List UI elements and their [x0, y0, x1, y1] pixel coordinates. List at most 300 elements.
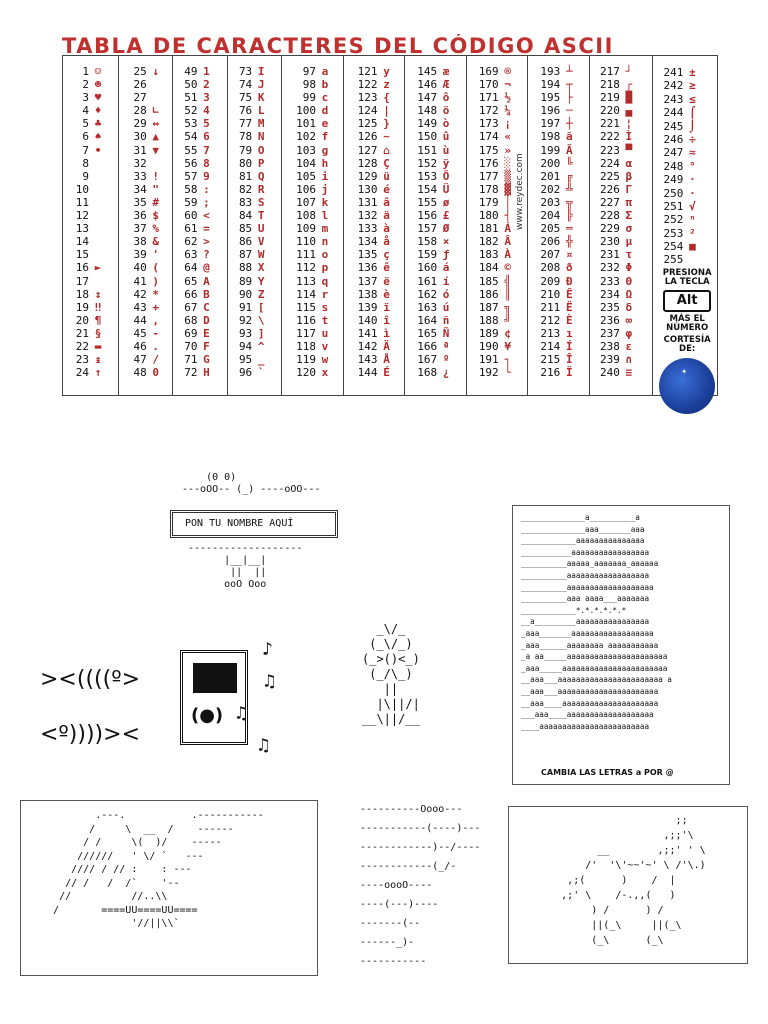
ascii-code: 146 — [417, 78, 438, 92]
ascii-glyph: K — [257, 91, 265, 105]
ascii-entry — [173, 170, 227, 183]
ascii-glyph: 7 — [203, 143, 210, 157]
ascii-entry — [590, 196, 653, 209]
ascii-entry — [63, 65, 118, 78]
ascii-glyph: F — [203, 339, 210, 353]
ascii-entry — [173, 104, 227, 117]
ascii-code: 15 — [75, 248, 89, 262]
ascii-glyph: ü — [383, 169, 390, 183]
ascii-entry — [228, 130, 281, 143]
ascii-code: 38 — [133, 235, 147, 249]
ascii-entry — [467, 314, 528, 327]
ascii-entry — [63, 288, 118, 301]
ascii-code: 41 — [133, 274, 147, 288]
ascii-entry — [63, 366, 118, 379]
ascii-glyph: β — [625, 169, 633, 183]
ascii-entry — [119, 301, 173, 314]
ascii-glyph: < — [203, 209, 210, 223]
ascii-glyph: ┌ — [625, 78, 633, 92]
ascii-glyph: j — [321, 182, 329, 196]
ascii-glyph: ≡ — [625, 366, 633, 380]
ascii-code: 70 — [184, 339, 198, 353]
ascii-entry — [63, 157, 118, 170]
ascii-code: 209 — [540, 274, 561, 288]
ascii-entry — [657, 200, 717, 213]
ascii-entry — [344, 275, 405, 288]
ascii-glyph: ☻ — [94, 78, 102, 92]
dashes-art: ----------Oooo--- -----------(----)--- ------------)--/---- ------------(_/- ----oooO---- ----(---)---- -------(-- ------_)- ----------- — [360, 804, 481, 967]
ascii-entry — [282, 65, 343, 78]
ascii-glyph: ↔ — [152, 117, 160, 131]
ascii-glyph: ∟ — [152, 104, 160, 118]
ascii-code: 74 — [238, 78, 253, 92]
ascii-entry — [590, 301, 653, 314]
ascii-glyph: ╠ — [565, 209, 573, 223]
ascii-glyph: x — [321, 366, 329, 380]
ascii-code: 52 — [184, 104, 198, 118]
ascii-entry — [282, 183, 343, 196]
ascii-entry — [528, 144, 589, 157]
ascii-entry — [119, 144, 173, 157]
ascii-code: 194 — [540, 78, 561, 92]
ascii-glyph: ô — [442, 91, 450, 105]
ascii-entry — [173, 301, 227, 314]
ascii-code: 61 — [184, 222, 198, 236]
ascii-entry — [228, 65, 281, 78]
ascii-glyph: Î — [565, 353, 573, 367]
ascii-entry — [657, 66, 717, 79]
ascii-entry — [119, 91, 173, 104]
ascii-code: 64 — [184, 261, 198, 275]
ascii-entry — [657, 227, 717, 240]
ascii-glyph: w — [321, 353, 329, 367]
ascii-entry — [467, 261, 528, 274]
ascii-code: 215 — [540, 353, 561, 367]
ascii-entry — [63, 353, 118, 366]
ascii-entry — [590, 78, 653, 91]
ascii-entry — [590, 157, 653, 170]
ascii-glyph: × — [442, 235, 450, 249]
ascii-glyph: C — [203, 300, 210, 314]
ascii-code: 73 — [238, 65, 253, 78]
ascii-glyph: Á — [504, 222, 511, 236]
ascii-glyph: ► — [94, 261, 102, 275]
ascii-entry — [405, 366, 466, 379]
ascii-code: 20 — [75, 313, 89, 327]
ascii-entry — [63, 170, 118, 183]
ascii-glyph: % — [152, 222, 160, 236]
ascii-code: 203 — [540, 195, 561, 209]
ascii-code: 179 — [478, 195, 499, 209]
ascii-entry — [282, 288, 343, 301]
ascii-code: 189 — [478, 326, 499, 340]
ascii-entry — [528, 157, 589, 170]
ascii-entry — [344, 366, 405, 379]
ascii-glyph: ° — [689, 159, 696, 173]
ascii-code: 114 — [296, 287, 316, 301]
ascii-glyph: ¶ — [94, 313, 102, 327]
ascii-glyph: ¬ — [504, 78, 511, 92]
ascii-entry — [657, 160, 717, 173]
ascii-code: 5 — [82, 117, 89, 131]
ascii-glyph: Ê — [565, 287, 573, 301]
ascii-code: 183 — [478, 248, 499, 262]
ascii-entry — [228, 91, 281, 104]
ascii-code: 47 — [133, 353, 147, 367]
ascii-entry — [590, 248, 653, 261]
ascii-entry — [119, 366, 173, 379]
ascii-entry — [173, 248, 227, 261]
ascii-glyph: π — [625, 195, 633, 209]
ascii-entry — [344, 261, 405, 274]
ascii-glyph: ¿ — [442, 366, 450, 380]
ascii-code: 214 — [540, 339, 561, 353]
ascii-code: 224 — [599, 156, 620, 170]
ascii-glyph: ┐ — [504, 353, 511, 367]
ascii-glyph: Z — [257, 287, 265, 301]
ascii-entry — [528, 209, 589, 222]
ascii-code: 173 — [478, 117, 499, 131]
ascii-entry — [344, 157, 405, 170]
ascii-glyph: ┼ — [565, 117, 573, 131]
ascii-code: 236 — [599, 313, 620, 327]
ascii-entry — [63, 340, 118, 353]
ascii-code: 217 — [599, 65, 620, 78]
music-note-icon: ♪ — [262, 639, 273, 660]
ascii-code: 156 — [417, 209, 438, 223]
ascii-entry — [528, 314, 589, 327]
ascii-entry — [228, 340, 281, 353]
ascii-code: 201 — [540, 169, 561, 183]
ascii-code: 90 — [238, 287, 253, 301]
ascii-entry — [282, 248, 343, 261]
ascii-glyph: X — [257, 261, 265, 275]
ascii-code: 133 — [357, 222, 378, 236]
ascii-code: 228 — [599, 209, 620, 223]
ascii-code: 12 — [75, 209, 89, 223]
ascii-code: 107 — [296, 195, 316, 209]
ascii-code: 165 — [417, 326, 438, 340]
ascii-entry — [590, 144, 653, 157]
ascii-glyph: ¦ — [625, 117, 633, 131]
ascii-entry — [282, 130, 343, 143]
ascii-glyph: ÿ — [442, 156, 450, 170]
ascii-glyph: δ — [625, 300, 633, 314]
ascii-code: 46 — [133, 339, 147, 353]
ascii-glyph: n — [321, 235, 329, 249]
ascii-entry — [228, 209, 281, 222]
ascii-code: 31 — [133, 143, 147, 157]
ascii-code: 118 — [296, 339, 316, 353]
ascii-entry — [467, 117, 528, 130]
ascii-glyph: ¢ — [504, 326, 511, 340]
ascii-entry — [405, 209, 466, 222]
ascii-code: 157 — [417, 222, 438, 236]
ascii-code: 244 — [663, 106, 684, 120]
music-note-icon: ♫ — [264, 671, 275, 692]
ascii-glyph: ╗ — [504, 300, 511, 314]
name-art-top: (0 0) ---oOO-- (_) ----oOO--- — [182, 472, 321, 495]
ascii-glyph: î — [383, 313, 390, 327]
alt-hint-bottom: MÁS EL NÚMERO — [666, 313, 709, 333]
ascii-entry — [173, 327, 227, 340]
ascii-entry — [590, 170, 653, 183]
ascii-glyph: ð — [565, 261, 573, 275]
ascii-code: 23 — [75, 353, 89, 367]
ascii-entry — [282, 209, 343, 222]
ascii-entry — [405, 327, 466, 340]
ascii-entry — [344, 170, 405, 183]
ascii-entry — [590, 353, 653, 366]
ascii-code: 92 — [238, 313, 253, 327]
ascii-entry — [119, 104, 173, 117]
ascii-entry — [405, 301, 466, 314]
ascii-column — [63, 56, 119, 395]
ascii-entry — [528, 340, 589, 353]
ascii-code: 213 — [540, 326, 561, 340]
ascii-glyph: B — [203, 287, 210, 301]
ascii-entry — [173, 209, 227, 222]
ascii-glyph: Ë — [565, 300, 573, 314]
ascii-glyph: Ü — [442, 182, 450, 196]
ascii-column — [590, 56, 654, 395]
ascii-glyph — [89, 248, 107, 261]
ascii-glyph: ☺ — [94, 65, 102, 78]
ascii-glyph: £ — [442, 209, 450, 223]
ascii-entry — [119, 157, 173, 170]
ascii-code: 232 — [599, 261, 620, 275]
ascii-entry — [344, 327, 405, 340]
ascii-table — [62, 55, 718, 396]
ascii-code: 188 — [478, 313, 499, 327]
ascii-glyph: ∞ — [625, 313, 633, 327]
ascii-code: 39 — [133, 248, 147, 262]
ascii-entry — [528, 65, 589, 78]
ascii-code: 132 — [357, 209, 378, 223]
ascii-entry — [528, 261, 589, 274]
ascii-glyph: Ð — [565, 274, 573, 288]
ascii-glyph: ≥ — [689, 79, 696, 93]
ascii-code: 198 — [540, 130, 561, 144]
ascii-entry — [282, 275, 343, 288]
ascii-entry — [282, 301, 343, 314]
ascii-code: 44 — [133, 313, 147, 327]
ascii-entry — [467, 327, 528, 340]
ascii-code: 19 — [75, 300, 89, 314]
ascii-code: 235 — [599, 300, 620, 314]
page-title: TABLA DE CARACTERES DEL CÓDIGO ASCII — [62, 34, 614, 58]
ascii-entry — [528, 130, 589, 143]
ascii-code: 122 — [357, 78, 378, 92]
ascii-code: 226 — [599, 182, 620, 196]
ascii-code: 243 — [663, 92, 684, 106]
ascii-entry — [467, 248, 528, 261]
ascii-entry — [344, 288, 405, 301]
ascii-entry — [119, 275, 173, 288]
ascii-code: 196 — [540, 104, 561, 118]
ascii-glyph: Ä — [383, 339, 390, 353]
ascii-glyph: ® — [504, 65, 511, 78]
ascii-glyph: 3 — [203, 91, 210, 105]
ascii-code: 251 — [663, 199, 684, 213]
ascii-glyph: Â — [504, 235, 511, 249]
ascii-code: 72 — [184, 366, 198, 380]
ascii-entry — [405, 183, 466, 196]
ascii-entry — [119, 340, 173, 353]
ascii-code: 227 — [599, 195, 620, 209]
ascii-code: 88 — [238, 261, 253, 275]
ascii-code: 8 — [82, 156, 89, 170]
ascii-entry — [282, 222, 343, 235]
ascii-entry — [467, 366, 528, 379]
ascii-code: 231 — [599, 248, 620, 262]
ascii-glyph — [147, 157, 165, 170]
ascii-glyph: ─ — [565, 104, 573, 118]
ascii-glyph: Ø — [442, 222, 450, 236]
ascii-code: 134 — [357, 235, 378, 249]
ascii-code: 40 — [133, 261, 147, 275]
ascii-entry — [344, 222, 405, 235]
ascii-glyph: ╔ — [565, 169, 573, 183]
ascii-glyph: 6 — [203, 130, 210, 144]
ascii-glyph: ⌡ — [689, 119, 696, 133]
ascii-entry — [173, 340, 227, 353]
ascii-code: 154 — [417, 182, 438, 196]
ascii-glyph: ? — [203, 248, 210, 262]
ascii-glyph — [89, 209, 107, 222]
ascii-entry — [119, 65, 173, 78]
ascii-entry — [282, 327, 343, 340]
ascii-code: 78 — [238, 130, 253, 144]
ascii-code: 56 — [184, 156, 198, 170]
ascii-code: 100 — [296, 104, 316, 118]
ascii-glyph: " — [152, 182, 160, 196]
ascii-glyph: d — [321, 104, 329, 118]
ascii-glyph: J — [257, 78, 265, 92]
ascii-entry — [405, 235, 466, 248]
ascii-entry — [590, 222, 653, 235]
ascii-glyph: ╝ — [504, 313, 511, 327]
ascii-glyph: p — [321, 261, 329, 275]
ascii-code: 241 — [663, 66, 684, 79]
ascii-glyph: ' — [152, 248, 160, 262]
ascii-entry — [63, 248, 118, 261]
ascii-code: 98 — [302, 78, 316, 92]
ascii-code: 116 — [296, 313, 316, 327]
ascii-entry — [405, 353, 466, 366]
ascii-code: 159 — [417, 248, 438, 262]
ascii-entry — [467, 275, 528, 288]
ascii-code: 77 — [238, 117, 253, 131]
ascii-code: 108 — [296, 209, 316, 223]
ascii-code: 65 — [184, 274, 198, 288]
ascii-glyph: ( — [152, 261, 160, 275]
ascii-code: 219 — [599, 91, 620, 105]
ascii-column — [405, 56, 467, 395]
ascii-code: 148 — [417, 104, 438, 118]
ascii-entry — [590, 235, 653, 248]
ascii-glyph: g — [321, 143, 329, 157]
ascii-glyph: Ã — [565, 143, 573, 157]
ascii-entry — [528, 235, 589, 248]
ascii-column — [173, 56, 228, 395]
ascii-glyph: ¤ — [565, 248, 573, 262]
ascii-code: 85 — [238, 222, 253, 236]
ascii-entry — [590, 183, 653, 196]
ascii-entry — [173, 366, 227, 379]
ascii-code: 26 — [133, 78, 147, 92]
ascii-code: 84 — [238, 209, 253, 223]
ascii-glyph: ¥ — [504, 339, 511, 353]
ascii-code: 30 — [133, 130, 147, 144]
ascii-code: 62 — [184, 235, 198, 249]
ascii-glyph: ‼ — [94, 300, 102, 314]
ascii-code: 95 — [238, 353, 253, 367]
ascii-entry — [344, 248, 405, 261]
ascii-entry — [657, 173, 717, 186]
ascii-code: 167 — [417, 353, 438, 367]
ascii-code: 234 — [599, 287, 620, 301]
ascii-glyph: ÷ — [689, 132, 696, 146]
ascii-glyph: φ — [625, 326, 633, 340]
ascii-entry — [590, 288, 653, 301]
ascii-glyph: . — [152, 339, 160, 353]
ascii-entry — [282, 170, 343, 183]
ascii-glyph: M — [257, 117, 265, 131]
ascii-code: 71 — [184, 353, 198, 367]
ascii-entry — [63, 104, 118, 117]
ascii-code: 222 — [599, 130, 620, 144]
ascii-code: 186 — [478, 287, 499, 301]
ascii-glyph: ı — [565, 326, 573, 340]
ascii-glyph — [147, 78, 165, 91]
ascii-code: 197 — [540, 117, 561, 131]
ascii-entry — [590, 130, 653, 143]
ascii-glyph: ≈ — [689, 146, 696, 160]
music-note-icon: ♫ — [258, 735, 269, 756]
ascii-code: 6 — [82, 130, 89, 144]
ascii-glyph: á — [442, 261, 450, 275]
ascii-glyph: 1 — [203, 65, 210, 78]
ascii-entry — [228, 196, 281, 209]
ascii-glyph: σ — [625, 222, 633, 236]
ascii-glyph: s — [321, 300, 329, 314]
ascii-entry — [228, 327, 281, 340]
ascii-code: 120 — [296, 366, 316, 380]
ascii-glyph: Ì — [625, 130, 633, 144]
ascii-code: 53 — [184, 117, 198, 131]
ascii-code: 212 — [540, 313, 561, 327]
ascii-code: 240 — [599, 366, 620, 380]
ascii-glyph: > — [203, 235, 210, 249]
ascii-glyph: ù — [442, 143, 450, 157]
ascii-code: 193 — [540, 65, 561, 78]
ascii-column — [228, 56, 282, 395]
ascii-entry — [173, 65, 227, 78]
ascii-code: 191 — [478, 353, 499, 367]
ascii-code: 204 — [540, 209, 561, 223]
ascii-code: 80 — [238, 156, 253, 170]
ascii-entry — [173, 235, 227, 248]
ascii-glyph: O — [257, 143, 265, 157]
ascii-code: 254 — [663, 240, 684, 254]
ascii-entry — [119, 353, 173, 366]
ascii-code: 9 — [82, 169, 89, 183]
ascii-code: 11 — [75, 195, 89, 209]
ascii-glyph: W — [257, 248, 265, 262]
ascii-code: 97 — [302, 65, 316, 78]
ascii-code: 83 — [238, 195, 253, 209]
